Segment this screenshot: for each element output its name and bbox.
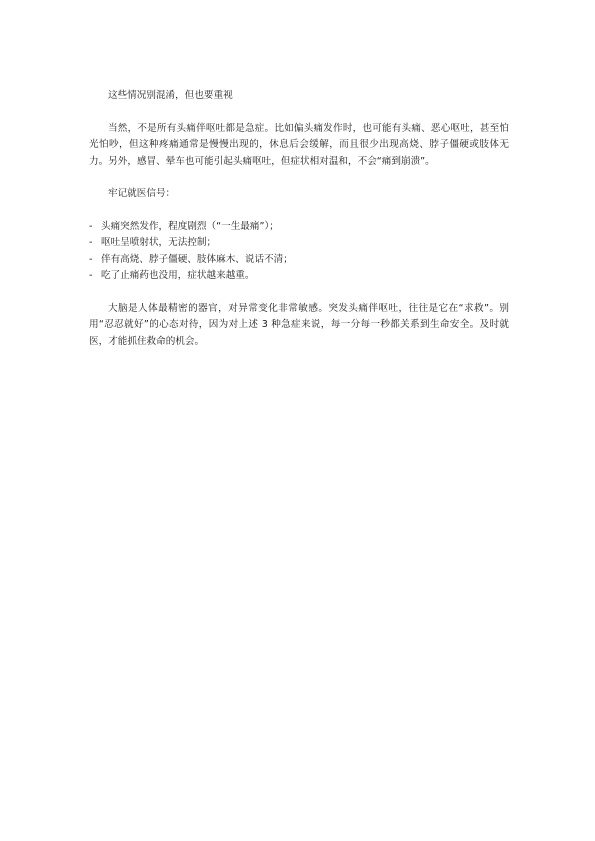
list-item-text: 头痛突然发作，程度剧烈（“一生最痛”）； <box>101 220 279 232</box>
list-item-text: 呕吐呈喷射状，无法控制； <box>101 237 217 248</box>
section-title: 这些情况别混淆，但也要重视 <box>108 90 233 101</box>
bullet-dash: - <box>89 220 93 232</box>
bullet-dash: - <box>89 270 93 281</box>
paragraph-migraine-distinction: 当然，不是所有头痛伴呕吐都是急症。比如偏头痛发作时，也可能有头痛、恶心呕吐，甚至怕光怕吵，但这种疼痛通常是慢慢出现的，休息后会缓解，而且很少出现高烧、脖子僵硬或肢体无力。另外，感冒、晕车也可能引起头痛呕吐，但症状相对温和，不会“痛到崩溃”。 <box>89 122 509 167</box>
warning-signals-list <box>89 219 509 285</box>
article-body <box>89 88 509 350</box>
list-item <box>89 219 509 236</box>
bullet-dash: - <box>89 237 93 248</box>
paragraph-conclusion: 大脑是人体最精密的器官，对异常变化非常敏感。突发头痛伴呕吐，往往是它在“求救”。别用“忍忍就好”的心态对待，因为对上述 3 种急症来说，每一分每一秒都关系到生命安全。及时就医，才能抓住救命的机会。 <box>89 302 509 347</box>
list-item-text: 吃了止痛药也没用，症状越来越重。 <box>101 270 255 281</box>
spacer <box>89 105 509 121</box>
list-item-text: 伴有高烧、脖子僵硬、肢体麻木、说话不清； <box>101 253 293 265</box>
signals-intro: 牢记就医信号： <box>108 188 176 199</box>
spacer <box>89 203 509 219</box>
list-item <box>89 252 509 269</box>
list-item <box>89 268 509 285</box>
bullet-dash: - <box>89 253 93 265</box>
spacer <box>89 170 509 186</box>
list-item <box>89 235 509 252</box>
spacer <box>89 285 509 301</box>
